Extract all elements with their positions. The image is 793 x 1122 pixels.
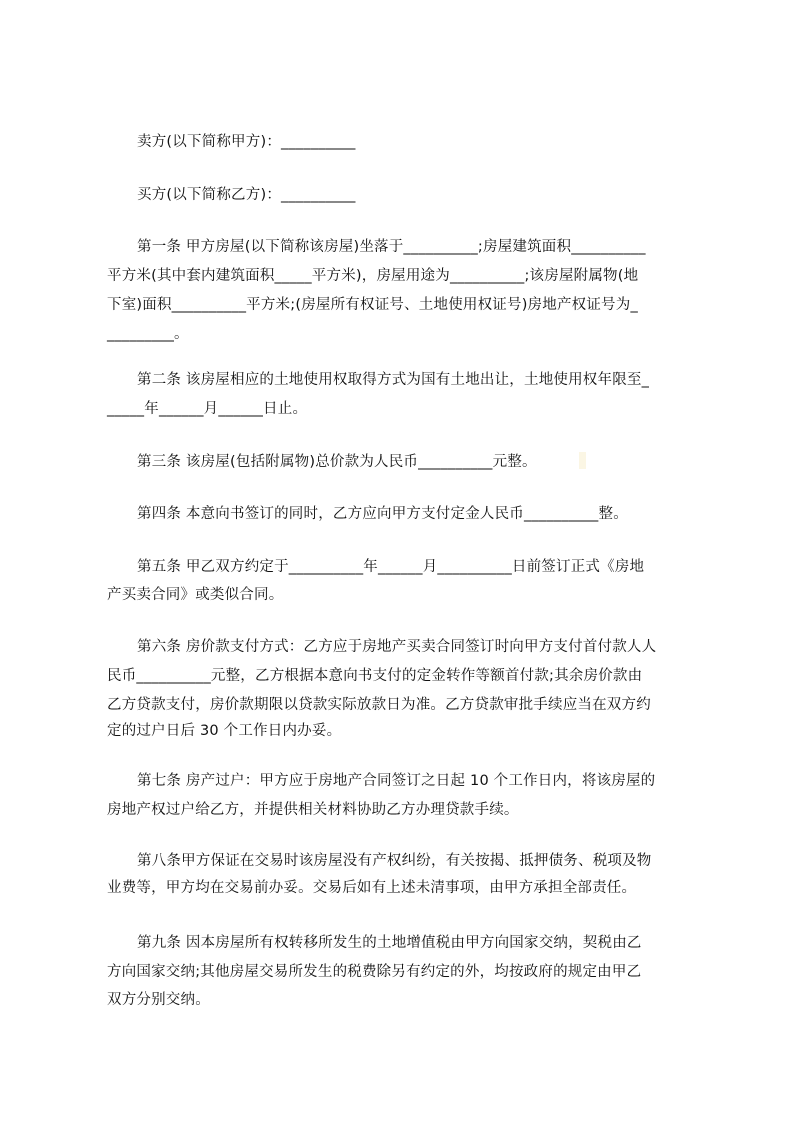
article-8-line-1: 第八条甲方保证在交易时该房屋没有产权纠纷，有关按揭、抵押债务、税项及物: [137, 853, 652, 869]
article-1-line-3: 下室)面积__________平方米;(房屋所有权证号、土地使用权证号)房地产权证号为_: [107, 297, 638, 313]
article-9-line-3: 双方分别交纳。: [107, 992, 210, 1008]
article-6-line-3: 乙方贷款支付，房价款期限以贷款实际放款日为准。乙方贷款审批手续应当在双方约: [107, 697, 651, 713]
article-6-line-1: 第六条 房价款支付方式：乙方应于房地产买卖合同签订时向甲方支付首付款人人: [137, 639, 657, 655]
article-2-line-2: _____年______月______日止。: [107, 401, 308, 417]
article-9-line-1: 第九条 因本房屋所有权转移所发生的土地增值税由甲方向国家交纳，契税由乙: [137, 935, 642, 951]
article-6-line-2: 民币__________元整，乙方根据本意向书支付的定金转作等额首付款;其余房价款由: [107, 668, 643, 684]
article-1-line-4: _________。: [107, 326, 189, 342]
article-7-line-2: 房地产权过户给乙方，并提供相关材料协助乙方办理贷款手续。: [107, 802, 519, 818]
article-7-line-1: 第七条 房产过户：甲方应于房地产合同签订之日起 10 个工作日内，将该房屋的: [137, 773, 656, 789]
article-3-line-1: 第三条 该房屋(包括附属物)总价款为人民币__________元整。: [137, 454, 537, 470]
article-5-line-1: 第五条 甲乙双方约定于__________年______月__________日前签订正式《房地: [137, 559, 645, 575]
article-6-line-4: 定的过户日后 30 个工作日内办妥。: [107, 723, 342, 739]
article-4-line-1: 第四条 本意向书签订的同时，乙方应向甲方支付定金人民币__________整。: [137, 506, 628, 522]
buyer-line: 买方(以下简称乙方)：__________: [137, 187, 356, 203]
highlight-mark: [579, 452, 586, 469]
article-5-line-2: 产买卖合同》或类似合同。: [107, 587, 284, 603]
article-8-line-2: 业费等，甲方均在交易前办妥。交易后如有上述未清事项，由甲方承担全部责任。: [107, 880, 637, 896]
article-2-line-1: 第二条 该房屋相应的土地使用权取得方式为国有土地出让，土地使用权年限至_: [137, 372, 650, 388]
article-1-line-1: 第一条 甲方房屋(以下简称该房屋)坐落于__________;房屋建筑面积__________: [137, 239, 646, 255]
article-1-line-2: 平方米(其中套内建筑面积_____平方米)，房屋用途为__________;该房屋附属物(地: [107, 268, 639, 284]
article-9-line-2: 方向国家交纳;其他房屋交易所发生的税费除另有约定的外，均按政府的规定由甲乙: [107, 964, 642, 980]
seller-line: 卖方(以下简称甲方)：__________: [137, 134, 356, 150]
